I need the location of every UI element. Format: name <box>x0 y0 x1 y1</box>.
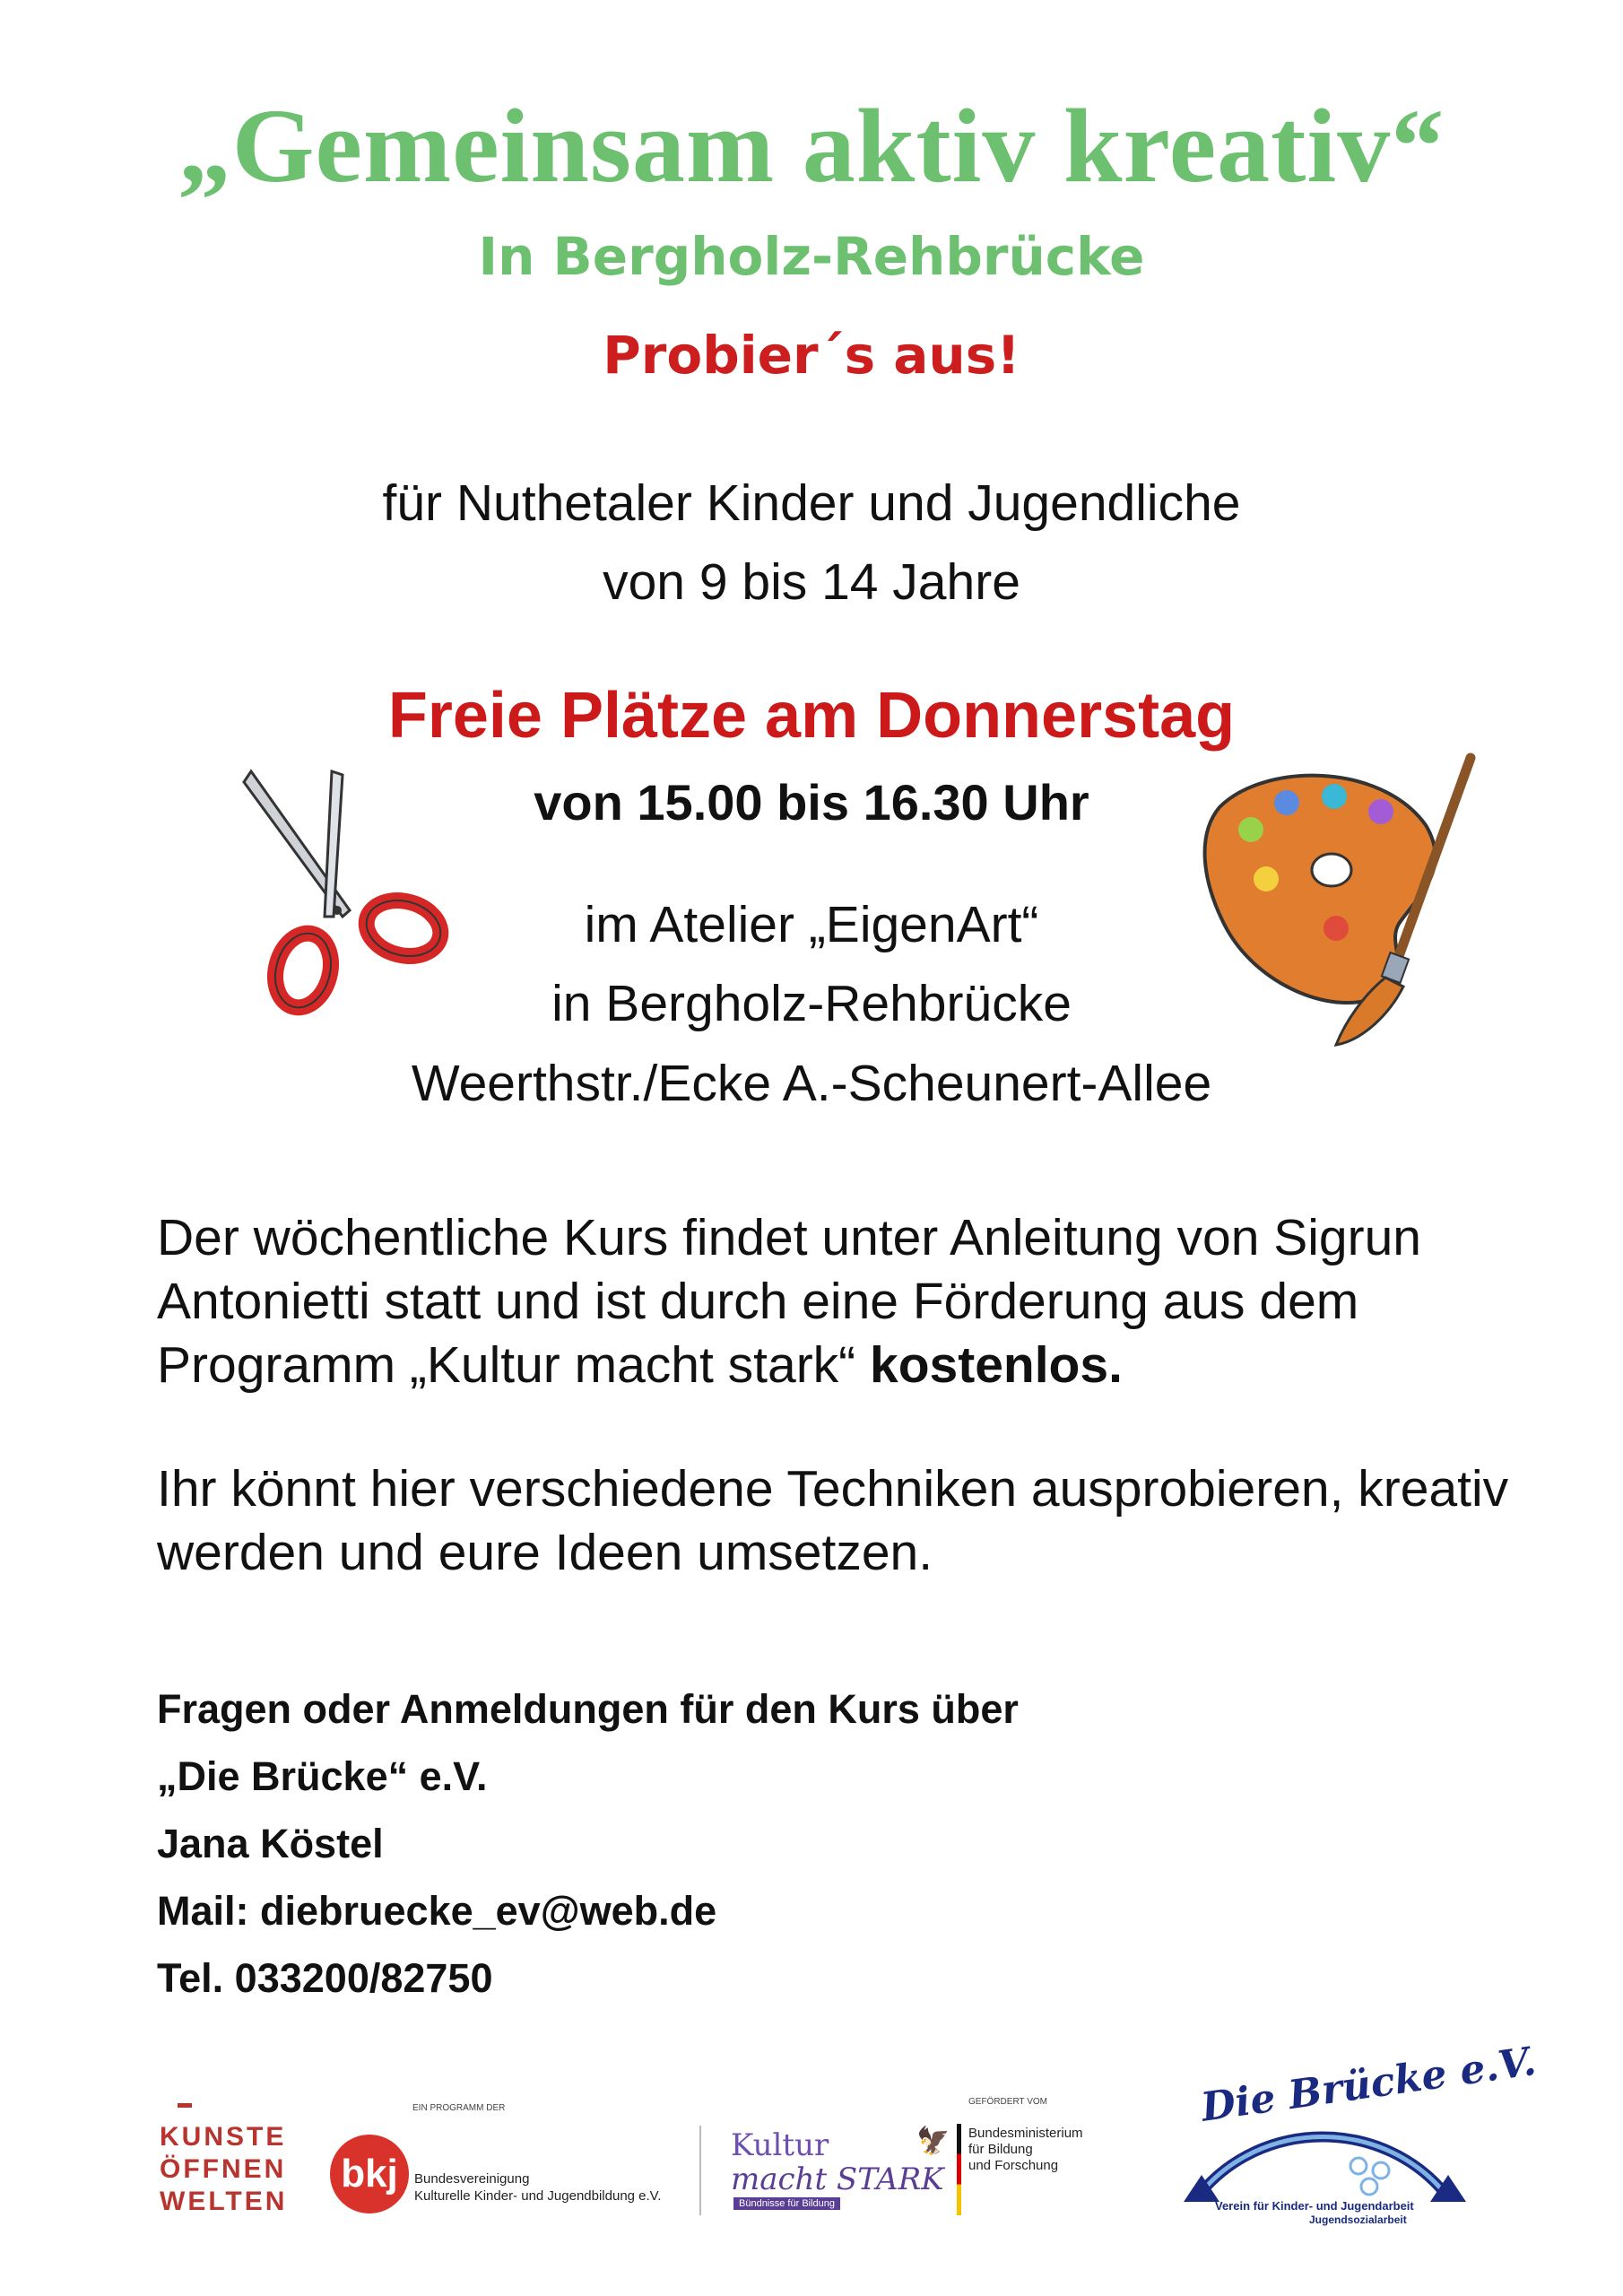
kuenste-oeffnen-welten-logo <box>160 2121 287 2218</box>
kow-line-2: ÖFFNEN <box>160 2154 287 2184</box>
location-line-2: in Bergholz-Rehbrücke <box>551 975 1072 1032</box>
poster-title: „Gemeinsam aktiv kreativ“ <box>178 87 1445 204</box>
course-description-2: Ihr könnt hier verschiedene Techniken ausprobieren, kreativ werden und eure Ideen umsetzen. <box>157 1460 1509 1581</box>
location-line-1: im Atelier „EigenArt“ <box>584 896 1039 953</box>
bruecke-logo-name: Die Brücke e.V. <box>1198 2038 1540 2131</box>
kow-line-3: WELTEN <box>160 2187 288 2216</box>
bmbf-line-2: für Bildung <box>968 2142 1033 2157</box>
bkj-name-line-2: Kulturelle Kinder- und Jugendbildung e.V. <box>414 2188 662 2204</box>
location-line-3: Weerthstr./Ecke A.-Scheunert-Allee <box>411 1055 1212 1112</box>
bmbf-line-3: und Forschung <box>968 2158 1059 2173</box>
federal-eagle-icon: 🦅 <box>916 2126 950 2156</box>
contact-person: Jana Köstel <box>157 1821 384 1866</box>
free-slots-heading: Freie Plätze am Donnerstag <box>387 680 1236 752</box>
kms-logo-line-2: macht STARK <box>731 2161 944 2197</box>
audience-line-1: für Nuthetaler Kinder und Jugendliche <box>382 474 1241 532</box>
description-text: Der wöchentliche Kurs findet unter Anleitung von Sigrun Antonietti statt und ist durch eine Förderung aus dem Programm „Kultur macht stark“ <box>157 1209 1421 1394</box>
course-description <box>157 1206 1556 1397</box>
contact-phone[interactable]: Tel. 033200/82750 <box>157 1955 493 2001</box>
bkj-logo: bkj <box>330 2135 409 2213</box>
kms-logo-line-1: Kultur <box>731 2127 829 2163</box>
bruecke-logo-subtitle-2: Jugendsozialarbeit <box>1309 2213 1407 2226</box>
logo-divider <box>699 2126 701 2215</box>
kow-line-1: KUNSTE <box>160 2122 287 2152</box>
poster-subtitle: In Bergholz-Rehbrücke <box>478 226 1145 287</box>
kms-logo-line-3: Bündnisse für Bildung <box>733 2197 840 2210</box>
bkj-program-label: EIN PROGRAMM DER <box>412 2103 506 2113</box>
contact-organisation: „Die Brücke“ e.V. <box>157 1753 488 1799</box>
poster-tagline: Probier´s aus! <box>603 325 1020 386</box>
flag-stripe <box>957 2124 961 2215</box>
contact-heading: Fragen oder Anmeldungen für den Kurs über <box>157 1686 1019 1732</box>
bmbf-name <box>968 2126 1083 2174</box>
contact-email[interactable]: Mail: diebruecke_ev@web.de <box>157 1888 717 1934</box>
course-time: von 15.00 bis 16.30 Uhr <box>534 774 1089 831</box>
description-free: kostenlos. <box>870 1336 1123 1394</box>
kow-logo-bar <box>178 2103 192 2108</box>
bkj-name <box>414 2170 661 2205</box>
bmbf-funded-label: GEFÖRDERT VOM <box>968 2097 1047 2107</box>
bruecke-logo-subtitle: Verein für Kinder- und Jugendarbeit <box>1215 2199 1414 2213</box>
bmbf-line-1: Bundesministerium <box>968 2126 1083 2141</box>
bkj-name-line-1: Bundesvereinigung <box>414 2171 530 2187</box>
audience-line-2: von 9 bis 14 Jahre <box>603 553 1020 611</box>
